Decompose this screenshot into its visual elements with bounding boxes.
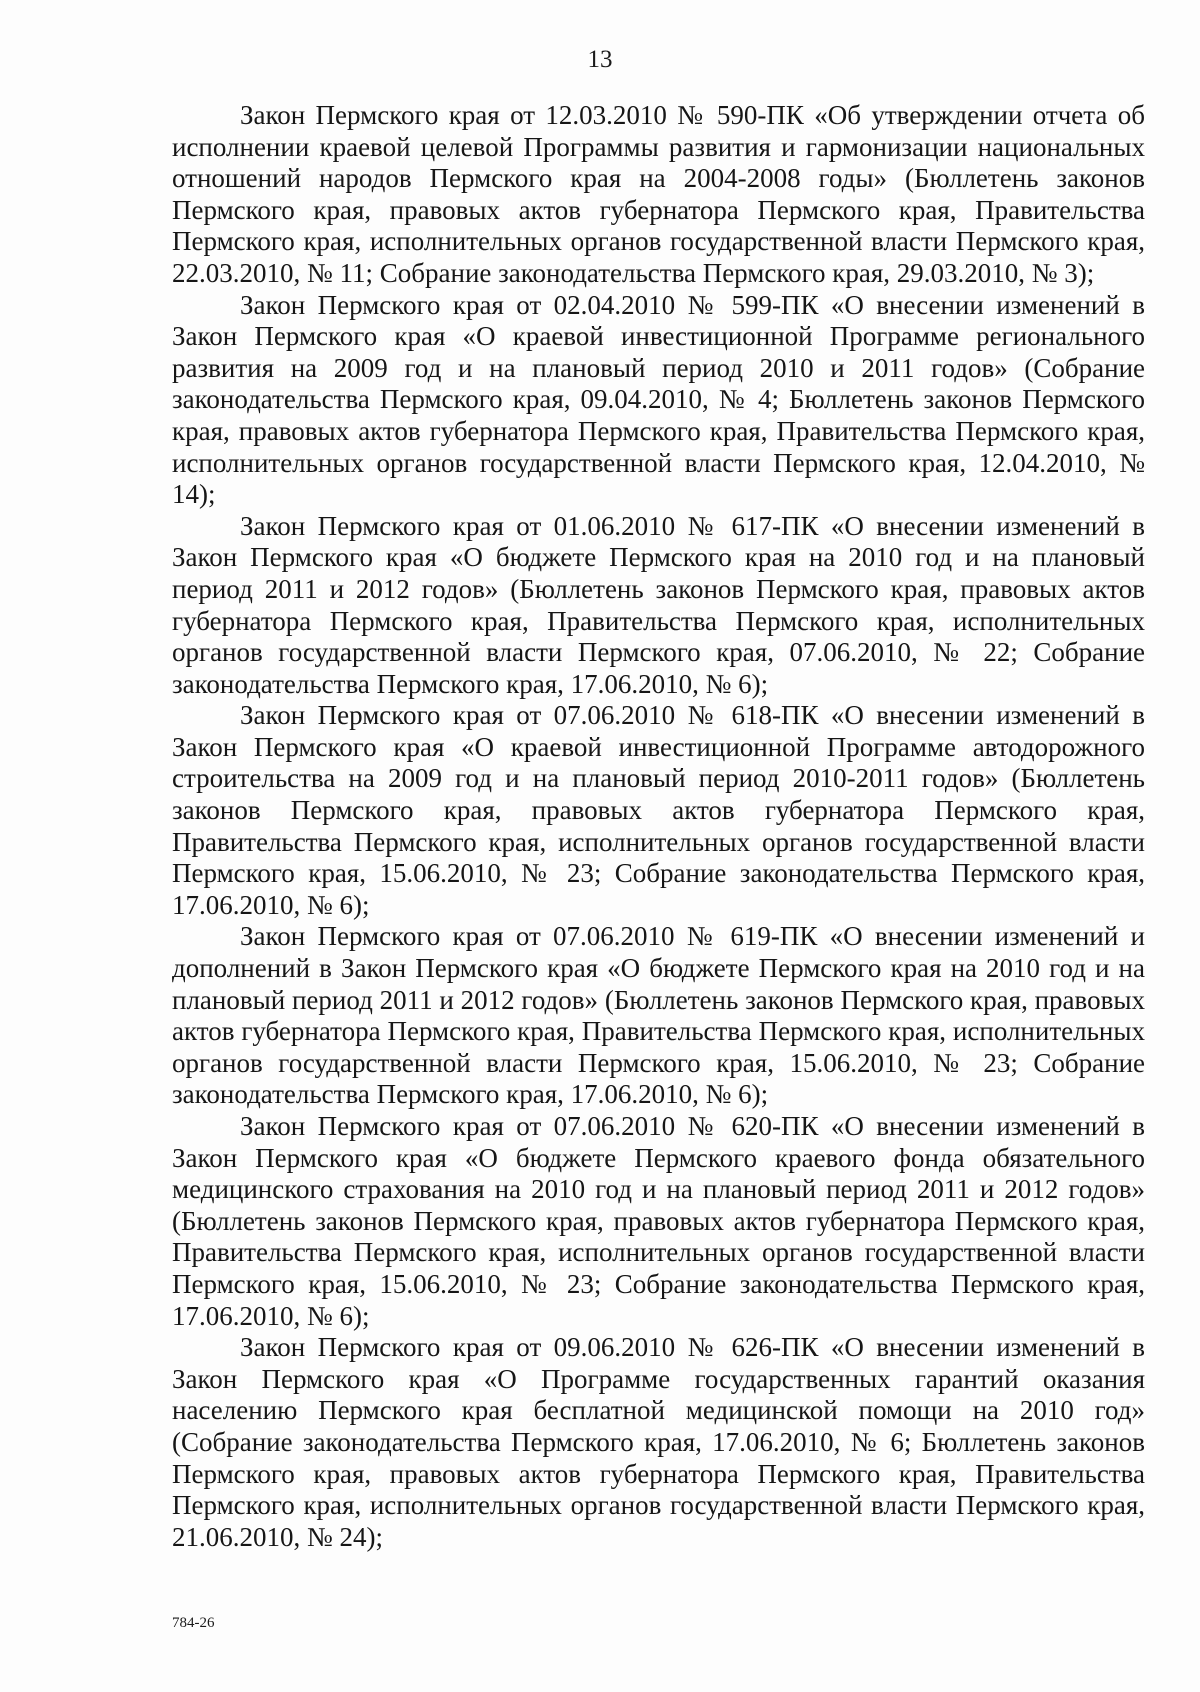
law-entry-626: Закон Пермского края от 09.06.2010 № 626-ПК «О внесении изменений в Закон Пермского края «О Программе государственных гарантий оказания населению Пермского края бесплатной медицинской помощи на 2010 год» (Собрание законодательства Пермского края, 17.06.2010, № 6; Бюллетень законов Пермского края, правовых актов губернатора Пермского края, Правительства Пермского края, исполнительных органов государственной власти Пермского края, 21.06.2010, № 24); [172,1332,1145,1552]
page-number: 13 [587,46,613,73]
law-entry-590: Закон Пермского края от 12.03.2010 № 590-ПК «Об утверждении отчета об исполнении краевой целевой Программы развития и гармонизации национальных отношений народов Пермского края на 2004-2008 годы» (Бюллетень законов Пермского края, правовых актов губернатора Пермского края, Правительства Пермского края, исполнительных органов государственной власти Пермского края, 22.03.2010, № 11; Собрание законодательства Пермского края, 29.03.2010, № 3); [172,100,1145,288]
document-body [172,100,1145,1553]
law-entry-620: Закон Пермского края от 07.06.2010 № 620-ПК «О внесении изменений в Закон Пермского края «О бюджете Пермского краевого фонда обязательного медицинского страхования на 2010 год и на плановый период 2011 и 2012 годов» (Бюллетень законов Пермского края, правовых актов губернатора Пермского края, Правительства Пермского края, исполнительных органов государственной власти Пермского края, 15.06.2010, № 23; Собрание законодательства Пермского края, 17.06.2010, № 6); [172,1111,1145,1331]
law-entry-618: Закон Пермского края от 07.06.2010 № 618-ПК «О внесении изменений в Закон Пермского края «О краевой инвестиционной Программе автодорожного строительства на 2009 год и на плановый период 2010-2011 годов» (Бюллетень законов Пермского края, правовых актов губернатора Пермского края, Правительства Пермского края, исполнительных органов государственной власти Пермского края, 15.06.2010, № 23; Собрание законодательства Пермского края, 17.06.2010, № 6); [172,700,1145,920]
document-code: 784-26 [172,1615,215,1631]
law-entry-617: Закон Пермского края от 01.06.2010 № 617-ПК «О внесении изменений в Закон Пермского края «О бюджете Пермского края на 2010 год и на плановый период 2011 и 2012 годов» (Бюллетень законов Пермского края, правовых актов губернатора Пермского края, Правительства Пермского края, исполнительных органов государственной власти Пермского края, 07.06.2010, № 22; Собрание законодательства Пермского края, 17.06.2010, № 6); [172,510,1145,699]
law-entry-599: Закон Пермского края от 02.04.2010 № 599-ПК «О внесении изменений в Закон Пермского края «О краевой инвестиционной Программе регионального развития на 2009 год и на плановый период 2010 и 2011 годов» (Собрание законодательства Пермского края, 09.04.2010, № 4; Бюллетень законов Пермского края, правовых актов губернатора Пермского края, Правительства Пермского края, исполнительных органов государственной власти Пермского края, 12.04.2010, № 14); [172,289,1145,510]
law-entry-619: Закон Пермского края от 07.06.2010 № 619-ПК «О внесении изменений и дополнений в Закон Пермского края «О бюджете Пермского края на 2010 год и на плановый период 2011 и 2012 годов» (Бюллетень законов Пермского края, правовых актов губернатора Пермского края, Правительства Пермского края, исполнительных органов государственной власти Пермского края, 15.06.2010, № 23; Собрание законодательства Пермского края, 17.06.2010, № 6); [172,921,1145,1110]
